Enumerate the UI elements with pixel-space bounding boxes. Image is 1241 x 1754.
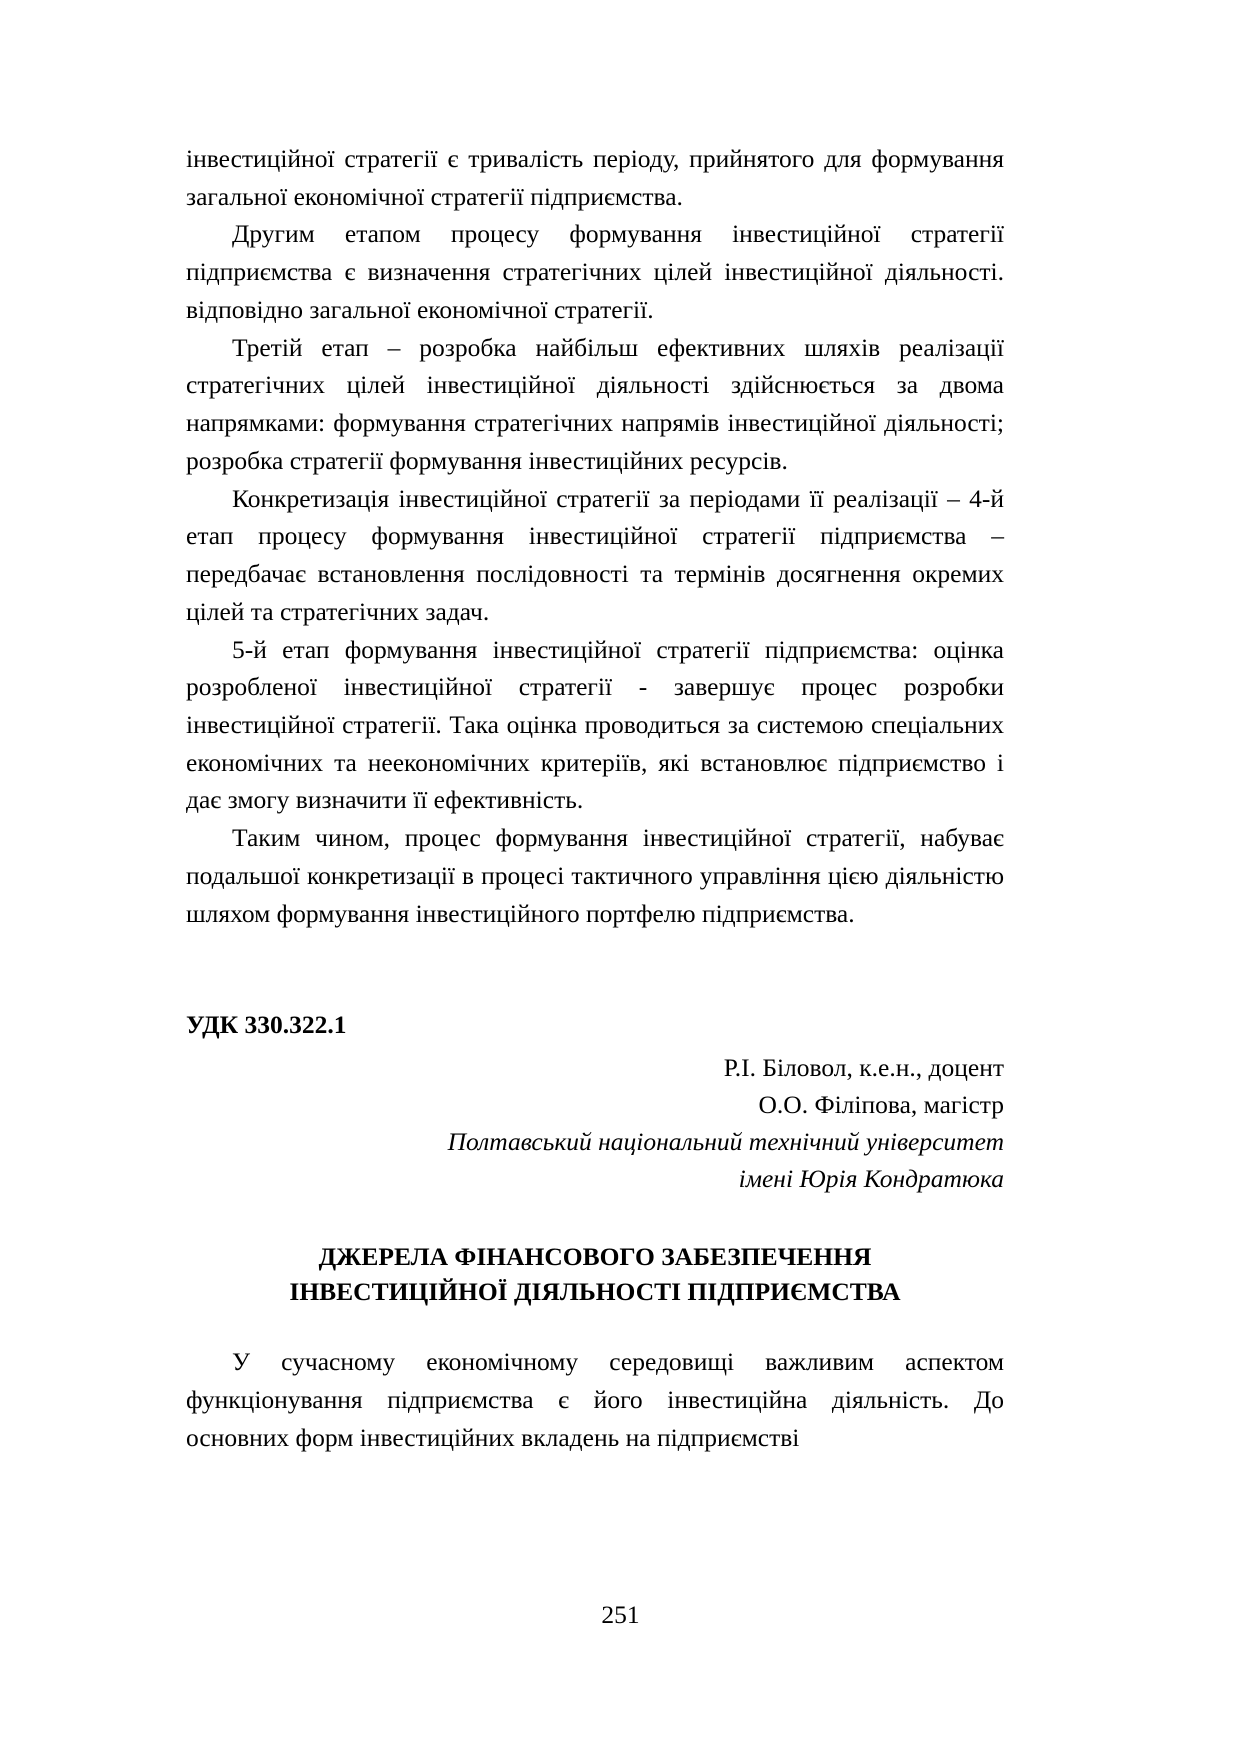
paragraph: 5-й етап формування інвестиційної стратегії підприємства: оцінка розробленої інвестиційної стратегії - завершує процес розробки інвестиційної стратегії. Така оцінка проводиться за системою спеціальних економічних та неекономічних критеріїв, які встановлює підприємство і дає змогу визначити її ефективність. <box>186 634 1004 815</box>
section-divider <box>186 932 1004 1010</box>
paragraph: Другим етапом процесу формування інвестиційної стратегії підприємства є визначення стратегічних цілей інвестиційної діяльності. відповідно загальної економічної стратегії. <box>186 219 1004 324</box>
paragraph: У сучасному економічному середовищі важливим аспектом функціонування підприємства є його інвестиційна діяльність. До основних форм інвестиційних вкладень на підприємстві <box>186 1347 1004 1452</box>
paragraph: Конкретизація інвестиційної стратегії за періодами її реалізації – 4-й етап процесу формування інвестиційної стратегії підприємства – передбачає встановлення послідовності та термінів досягнення окремих цілей та стратегічних задач. <box>186 483 1004 626</box>
affiliation-line: Полтавський національний технічний університет <box>447 1127 1004 1157</box>
page-content <box>186 140 1004 1456</box>
paragraph: Таким чином, процес формування інвестиційної стратегії, набуває подальшої конкретизації в процесі тактичного управління цією діяльністю шляхом формування інвестиційного портфелю підприємства. <box>186 823 1004 928</box>
article-title-line: ДЖЕРЕЛА ФІНАНСОВОГО ЗАБЕЗПЕЧЕННЯ <box>318 1242 872 1272</box>
author-line: О.О. Філіпова, магістр <box>758 1090 1004 1120</box>
author-line: Р.І. Біловол, к.е.н., доцент <box>723 1053 1004 1083</box>
paragraph: Третій етап – розробка найбільш ефективних шляхів реалізації стратегічних цілей інвестиційної діяльності здійснюється за двома напрямками: формування стратегічних напрямів інвестиційної діяльності; розробка стратегії формування інвестиційних ресурсів. <box>186 332 1004 475</box>
udk-code: УДК 330.322.1 <box>186 1010 347 1040</box>
affiliation-line: імені Юрія Кондратюка <box>738 1164 1004 1194</box>
title-spacer <box>186 1309 1004 1343</box>
article-title <box>186 1240 1004 1309</box>
article-title-line: ІНВЕСТИЦІЙНОЇ ДІЯЛЬНОСТІ ПІДПРИЄМСТВА <box>289 1276 901 1306</box>
paragraph: інвестиційної стратегії є тривалість періоду, прийнятого для формування загальної економічної стратегії підприємства. <box>186 144 1004 211</box>
page-number: 251 <box>601 1600 640 1629</box>
